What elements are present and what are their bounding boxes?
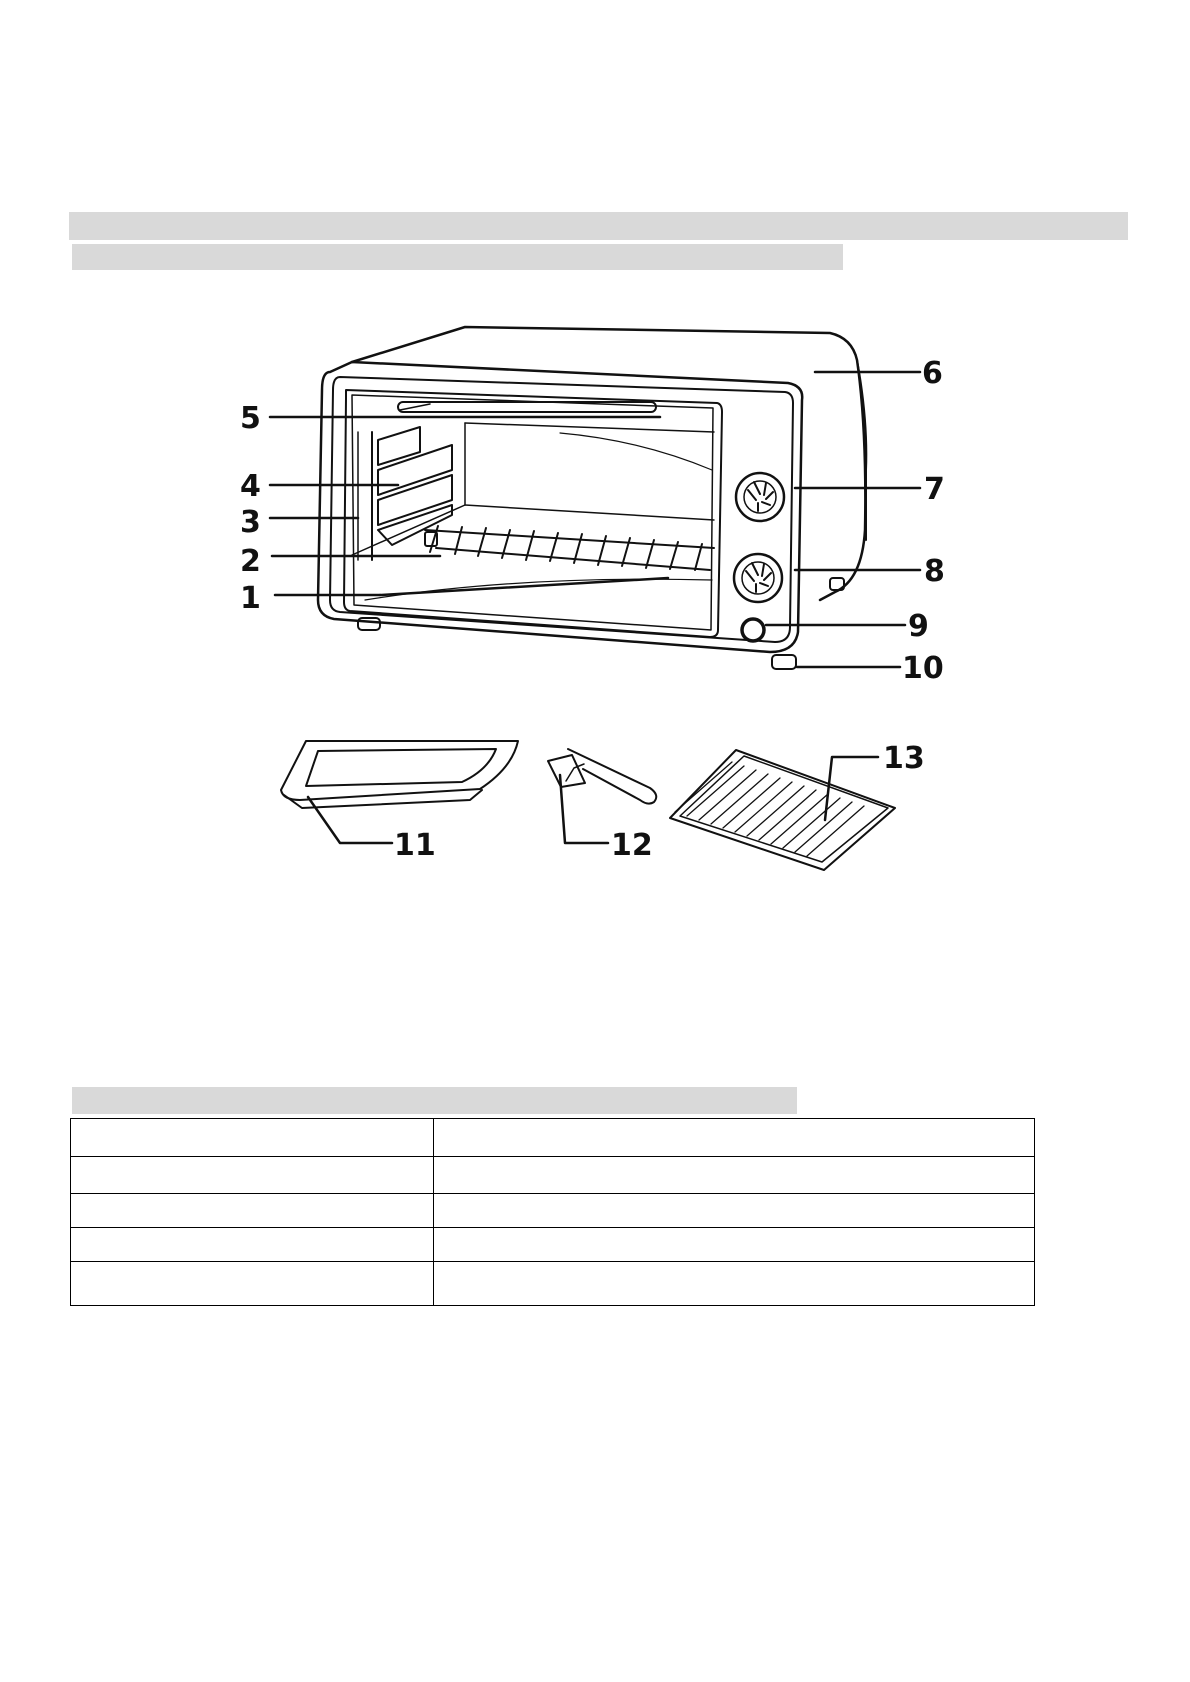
callout-5: 5 xyxy=(240,401,261,436)
table-heading-bar xyxy=(72,1087,797,1114)
table-cell xyxy=(434,1228,1035,1262)
callout-13: 13 xyxy=(883,741,925,776)
table-row xyxy=(71,1119,1035,1157)
table-cell xyxy=(71,1228,434,1262)
callout-9: 9 xyxy=(908,609,929,644)
callout-10: 10 xyxy=(902,651,944,686)
table-cell xyxy=(434,1262,1035,1306)
table-row xyxy=(71,1228,1035,1262)
callout-7: 7 xyxy=(924,472,945,507)
upper-heating-element xyxy=(398,402,656,412)
table-cell xyxy=(434,1194,1035,1228)
spec-table xyxy=(70,1118,1035,1306)
indicator-light xyxy=(742,619,764,641)
timer-knob xyxy=(734,554,782,602)
glass-door xyxy=(344,390,722,637)
callout-2: 2 xyxy=(240,544,261,579)
table-cell xyxy=(434,1119,1035,1157)
callout-1: 1 xyxy=(240,581,261,616)
leader-lines xyxy=(270,372,920,843)
temperature-knob xyxy=(736,473,784,521)
callout-8: 8 xyxy=(924,554,945,589)
table-cell xyxy=(434,1157,1035,1194)
table-cell xyxy=(71,1194,434,1228)
inner-wire-rack xyxy=(425,526,714,570)
callout-3: 3 xyxy=(240,505,261,540)
table-row xyxy=(71,1157,1035,1194)
tray-handle xyxy=(548,749,656,804)
table-cell xyxy=(71,1119,434,1157)
table-row xyxy=(71,1262,1035,1306)
table-cell xyxy=(71,1262,434,1306)
callout-6: 6 xyxy=(922,356,943,391)
callout-12: 12 xyxy=(611,828,653,863)
table-cell xyxy=(71,1157,434,1194)
callout-4: 4 xyxy=(240,469,261,504)
baking-tray xyxy=(281,741,518,808)
callout-11: 11 xyxy=(394,828,436,863)
wire-grill-rack xyxy=(670,750,895,870)
table-row xyxy=(71,1194,1035,1228)
